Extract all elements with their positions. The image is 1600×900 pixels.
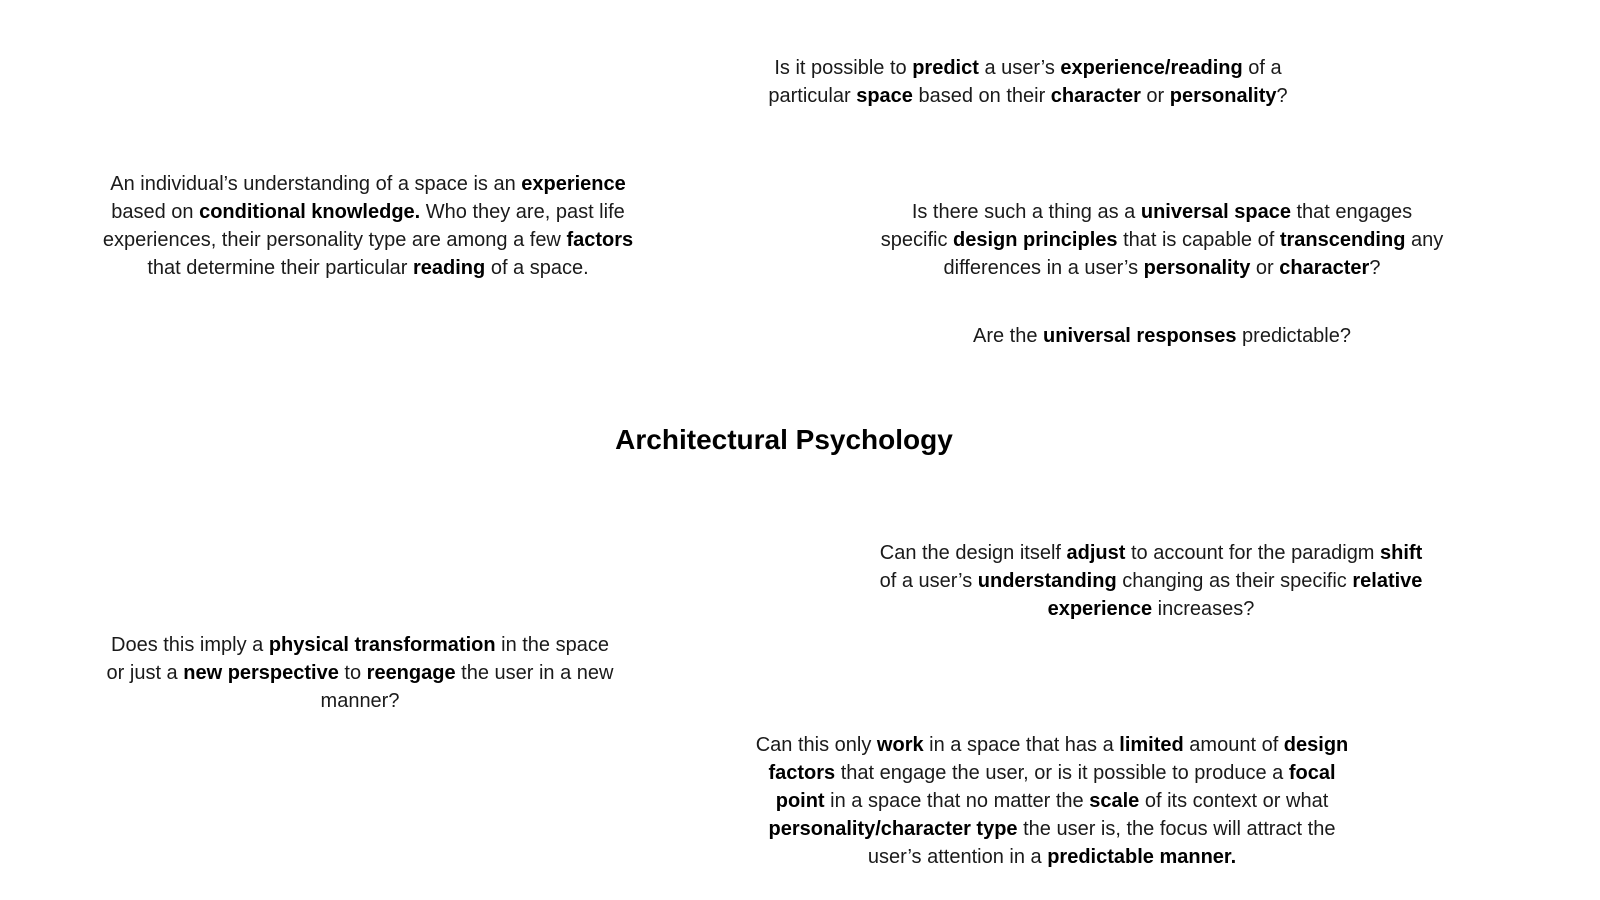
bold-keyword: design bbox=[1283, 734, 1349, 756]
text-run: in the space bbox=[495, 634, 609, 656]
bold-keyword: personality bbox=[1143, 257, 1251, 279]
text-run: of a bbox=[1242, 57, 1282, 79]
text-run: Does this imply a bbox=[111, 634, 269, 656]
text-block-transformation-question bbox=[107, 631, 614, 715]
bold-keyword: limited bbox=[1119, 734, 1184, 756]
text-line bbox=[103, 170, 633, 198]
bold-keyword: predict bbox=[912, 57, 979, 79]
text-run: based on bbox=[111, 201, 200, 223]
bold-keyword: adjust bbox=[1066, 542, 1126, 564]
text-block-design-adjust-question bbox=[880, 539, 1423, 623]
text-run: to bbox=[338, 662, 367, 684]
bold-keyword: space bbox=[856, 85, 913, 107]
text-run: user’s attention in a bbox=[867, 846, 1048, 868]
bold-keyword: universal space bbox=[1140, 201, 1291, 223]
bold-keyword: understanding bbox=[977, 570, 1117, 592]
bold-keyword: personality/character type bbox=[768, 818, 1018, 840]
text-block-predict-question bbox=[768, 54, 1287, 110]
text-run: specific bbox=[880, 229, 954, 251]
text-run: that is capable of bbox=[1117, 229, 1280, 251]
text-run: ? bbox=[1276, 85, 1288, 107]
page-title: Architectural Psychology bbox=[615, 424, 953, 455]
text-run: that engages bbox=[1290, 201, 1413, 223]
text-line bbox=[103, 226, 633, 254]
text-run: of a user’s bbox=[879, 570, 978, 592]
bold-keyword: shift bbox=[1380, 542, 1423, 564]
text-block-universal-responses-question bbox=[973, 322, 1351, 350]
text-run: that engage the user, or is it possible to produce a bbox=[835, 762, 1289, 784]
text-line bbox=[881, 254, 1443, 282]
bold-keyword: predictable manner. bbox=[1047, 846, 1237, 868]
text-line bbox=[768, 82, 1287, 110]
bold-keyword: design principles bbox=[953, 229, 1118, 251]
bold-keyword: factors bbox=[566, 229, 634, 251]
bold-keyword: personality bbox=[1169, 85, 1277, 107]
text-line bbox=[880, 567, 1423, 595]
text-run: experiences, their personality type are among a few bbox=[102, 229, 567, 251]
text-run: in a space that no matter the bbox=[824, 790, 1090, 812]
text-run: An individual’s understanding of a space is an bbox=[110, 173, 522, 195]
text-run: based on their bbox=[912, 85, 1051, 107]
bold-keyword: conditional knowledge. bbox=[199, 201, 421, 223]
text-run: ? bbox=[1369, 257, 1381, 279]
text-run: increases? bbox=[1152, 598, 1255, 620]
text-line bbox=[756, 731, 1349, 759]
text-line bbox=[881, 198, 1443, 226]
text-run: Can the design itself bbox=[879, 542, 1067, 564]
bold-keyword: universal responses bbox=[1043, 325, 1237, 347]
text-line bbox=[880, 595, 1423, 623]
bold-keyword: experience bbox=[1047, 598, 1153, 620]
bold-keyword: transcending bbox=[1279, 229, 1406, 251]
text-run: of its context or what bbox=[1139, 790, 1329, 812]
text-line bbox=[107, 687, 614, 715]
text-run: changing as their specific bbox=[1116, 570, 1353, 592]
text-line bbox=[756, 815, 1349, 843]
bold-keyword: new perspective bbox=[183, 662, 339, 684]
text-run: manner? bbox=[320, 690, 400, 712]
text-run: or bbox=[1250, 257, 1280, 279]
text-run: any bbox=[1405, 229, 1444, 251]
text-line bbox=[107, 659, 614, 687]
text-line bbox=[768, 54, 1287, 82]
text-line bbox=[756, 759, 1349, 787]
bold-keyword: relative bbox=[1352, 570, 1423, 592]
text-block-universal-space-question bbox=[881, 198, 1443, 282]
text-run: or just a bbox=[106, 662, 184, 684]
bold-keyword: scale bbox=[1089, 790, 1140, 812]
text-run: the user is, the focus will attract the bbox=[1017, 818, 1336, 840]
text-run: Can this only bbox=[755, 734, 877, 756]
text-run: Is it possible to bbox=[774, 57, 913, 79]
text-block-individual-understanding bbox=[103, 170, 633, 282]
text-line bbox=[880, 539, 1423, 567]
text-run: predictable? bbox=[1236, 325, 1352, 347]
text-line bbox=[103, 198, 633, 226]
text-run: of a space. bbox=[485, 257, 589, 279]
bold-keyword: factors bbox=[768, 762, 836, 784]
text-run: or bbox=[1140, 85, 1170, 107]
text-line bbox=[973, 322, 1351, 350]
bold-keyword: work bbox=[876, 734, 924, 756]
text-line bbox=[881, 226, 1443, 254]
text-run: Is there such a thing as a bbox=[911, 201, 1141, 223]
text-line bbox=[103, 254, 633, 282]
bold-keyword: character bbox=[1050, 85, 1141, 107]
text-line bbox=[107, 631, 614, 659]
text-run: in a space that has a bbox=[923, 734, 1120, 756]
text-run: particular bbox=[768, 85, 857, 107]
bold-keyword: physical transformation bbox=[268, 634, 496, 656]
bold-keyword: reengage bbox=[366, 662, 456, 684]
text-run: Who they are, past life bbox=[420, 201, 625, 223]
text-run: Are the bbox=[972, 325, 1044, 347]
text-run: amount of bbox=[1183, 734, 1284, 756]
text-run: differences in a user’s bbox=[943, 257, 1144, 279]
text-run: a user’s bbox=[978, 57, 1061, 79]
text-block-focal-point-question bbox=[756, 731, 1349, 871]
text-run: that determine their particular bbox=[147, 257, 414, 279]
bold-keyword: point bbox=[775, 790, 825, 812]
text-line bbox=[756, 787, 1349, 815]
bold-keyword: focal bbox=[1288, 762, 1336, 784]
text-run: to account for the paradigm bbox=[1125, 542, 1381, 564]
bold-keyword: experience/reading bbox=[1060, 57, 1243, 79]
bold-keyword: experience bbox=[521, 173, 626, 195]
text-line bbox=[756, 843, 1349, 871]
text-run: the user in a new bbox=[455, 662, 614, 684]
bold-keyword: reading bbox=[413, 257, 486, 279]
bold-keyword: character bbox=[1279, 257, 1370, 279]
